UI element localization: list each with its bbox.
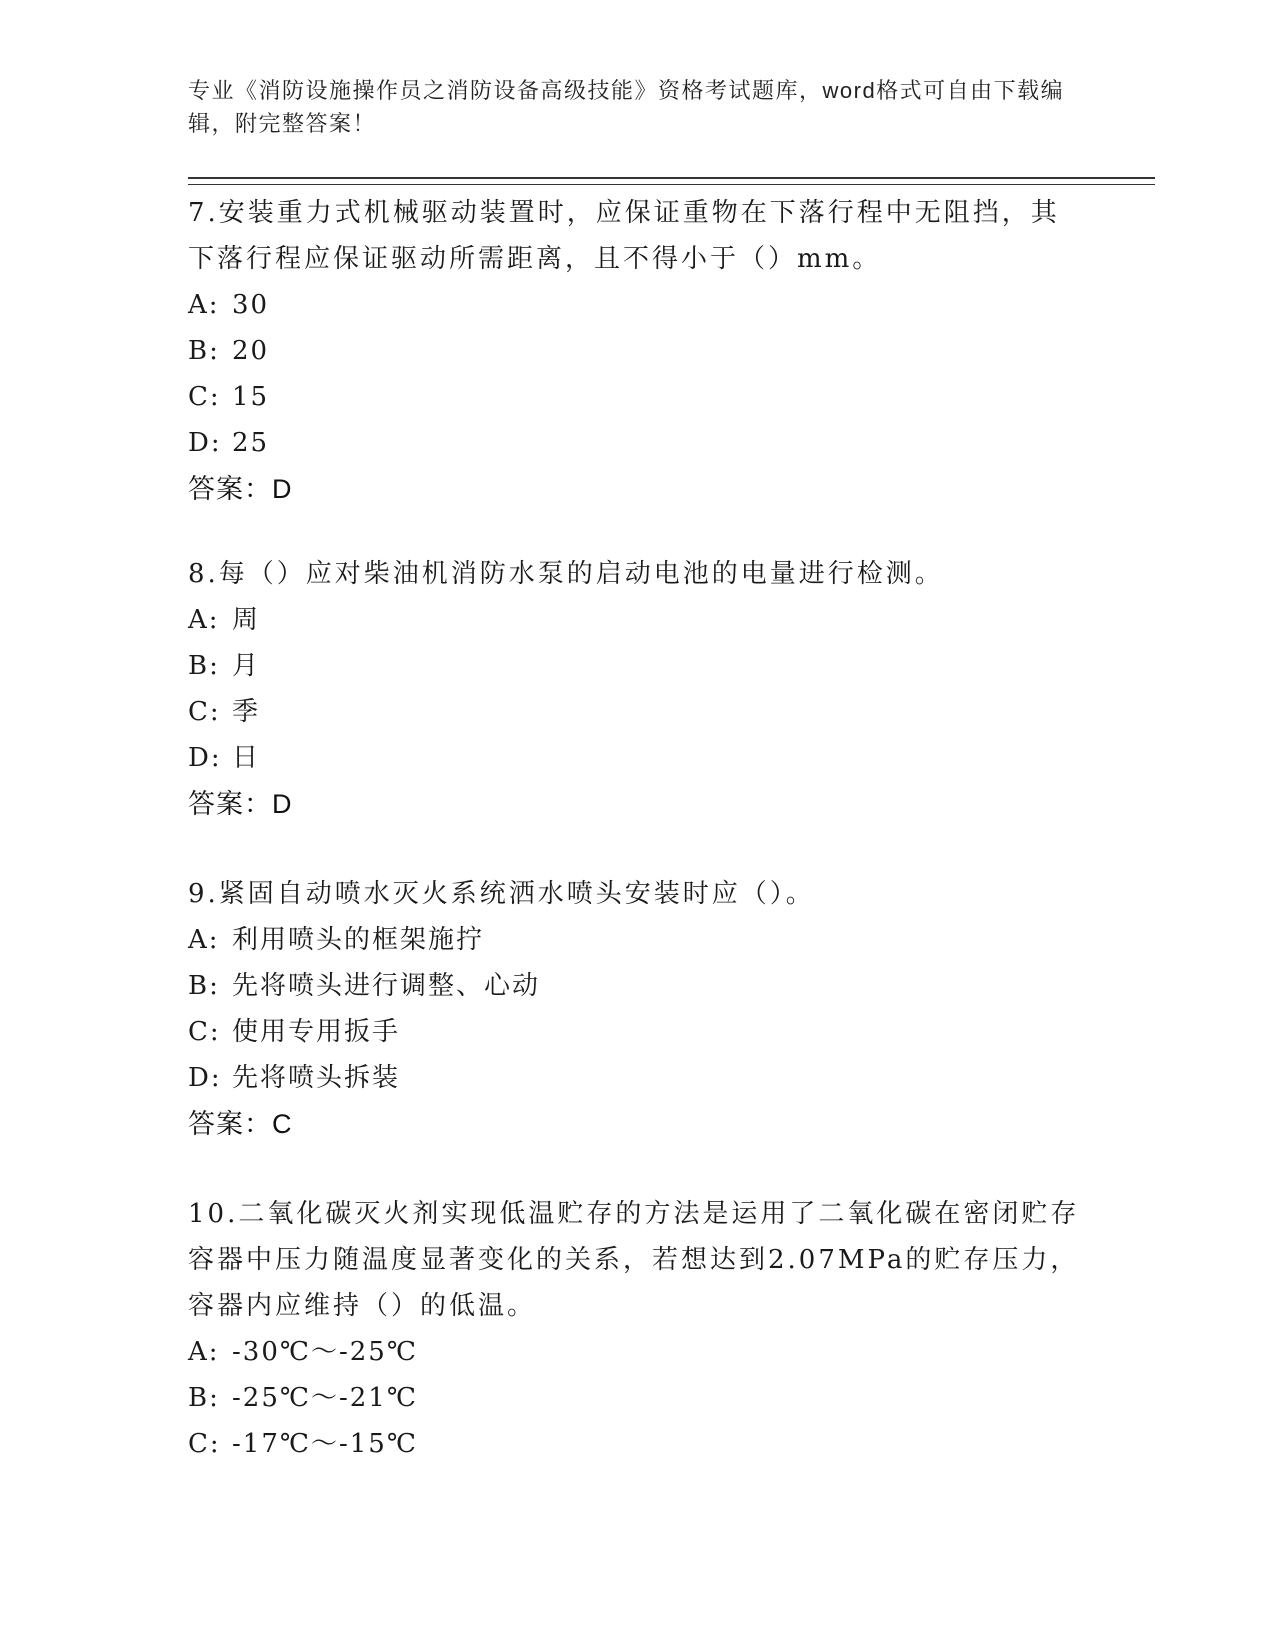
option-c [188,1421,1088,1467]
header-divider-thick [188,177,1155,179]
document-header [188,74,1088,140]
option-a [188,282,1088,328]
option-label: B: [188,1383,220,1413]
option-label: B: [188,651,220,681]
option-text: 先将喷头拆装 [232,1063,401,1093]
header-intro-text: 专业《消防设施操作员之消防设备高级技能》资格考试题库，word格式可自由下载编辑，附完整答案！ [188,78,1065,136]
header-divider-thin [188,184,1155,185]
option-text: -17℃～-15℃ [232,1429,418,1459]
option-text: 利用喷头的框架施拧 [232,925,485,955]
answer-line: 答案：C [188,1109,293,1139]
option-text: -30℃～-25℃ [232,1337,418,1367]
option-label: C: [188,382,221,412]
option-text: 15 [232,382,270,412]
option-label: A: [188,925,220,955]
option-d [188,420,1088,466]
option-label: D: [188,428,222,458]
option-label: C: [188,697,221,727]
option-text: 使用专用扳手 [232,1017,401,1047]
option-c [188,689,1088,735]
option-text: 25 [232,428,270,458]
question-7 [188,190,1088,512]
question-stem: 7.安装重力式机械驱动装置时，应保证重物在下落行程中无阻挡，其下落行程应保证驱动所需距离，且不得小于（）mm。 [188,198,1060,274]
option-b [188,963,1088,1009]
question-stem: 9.紧固自动喷水灭火系统洒水喷头安装时应（）。 [188,879,815,909]
option-label: A: [188,1337,220,1367]
question-stem: 8.每（）应对柴油机消防水泵的启动电池的电量进行检测。 [188,559,944,589]
option-label: A: [188,290,220,320]
option-label: A: [188,605,220,635]
option-label: C: [188,1429,221,1459]
option-d [188,735,1088,781]
option-b [188,328,1088,374]
option-b [188,1375,1088,1421]
option-text: -25℃～-21℃ [232,1383,418,1413]
option-b [188,643,1088,689]
option-a [188,597,1088,643]
option-text: 日 [232,743,261,773]
option-label: D: [188,743,222,773]
option-text: 季 [232,697,261,727]
option-label: B: [188,336,220,366]
option-d [188,1055,1088,1101]
option-text: 20 [232,336,270,366]
question-10 [188,1191,1088,1467]
option-c [188,374,1088,420]
option-text: 先将喷头进行调整、心动 [232,971,541,1001]
option-text: 周 [232,605,261,635]
option-a [188,1329,1088,1375]
option-c [188,1009,1088,1055]
option-text: 30 [232,290,270,320]
option-label: C: [188,1017,221,1047]
answer-line: 答案：D [188,474,293,504]
question-stem: 10.二氧化碳灭火剂实现低温贮存的方法是运用了二氧化碳在密闭贮存容器中压力随温度显著变化的关系，若想达到2.07MPa的贮存压力，容器内应维持（）的低温。 [188,1199,1080,1321]
question-8 [188,551,1088,827]
question-9 [188,871,1088,1147]
answer-line: 答案：D [188,789,293,819]
option-a [188,917,1088,963]
option-text: 月 [232,651,261,681]
option-label: B: [188,971,220,1001]
option-label: D: [188,1063,222,1093]
